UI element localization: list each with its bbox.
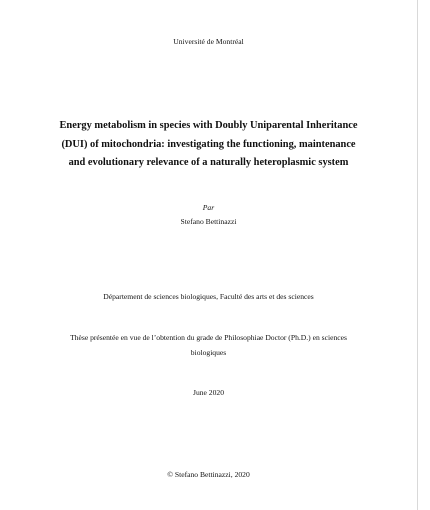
department-line: Département de sciences biologiques, Faculté des arts et des sciences (103, 292, 314, 301)
thesis-title-line-3: and evolutionary relevance of a naturally heteroplasmic system (68, 157, 349, 168)
thesis-statement-line-1: Thèse présentée en vue de l’obtention du grade de Philosophiae Doctor (Ph.D.) en sciences (70, 333, 347, 342)
thesis-title-line-1: Energy metabolism in species with Doubly Uniparental Inheritance (59, 120, 358, 131)
by-label: Par (202, 203, 215, 212)
author-name: Stefano Bettinazzi (180, 217, 237, 226)
page-edge-divider (417, 0, 418, 510)
submission-date: June 2020 (192, 388, 224, 397)
copyright-line: © Stefano Bettinazzi, 2020 (167, 470, 250, 479)
thesis-title-line-2: (DUI) of mitochondria: investigating the functioning, maintenance (61, 139, 356, 150)
thesis-statement-line-2: biologiques (190, 348, 227, 357)
university-name: Université de Montréal (173, 37, 244, 46)
